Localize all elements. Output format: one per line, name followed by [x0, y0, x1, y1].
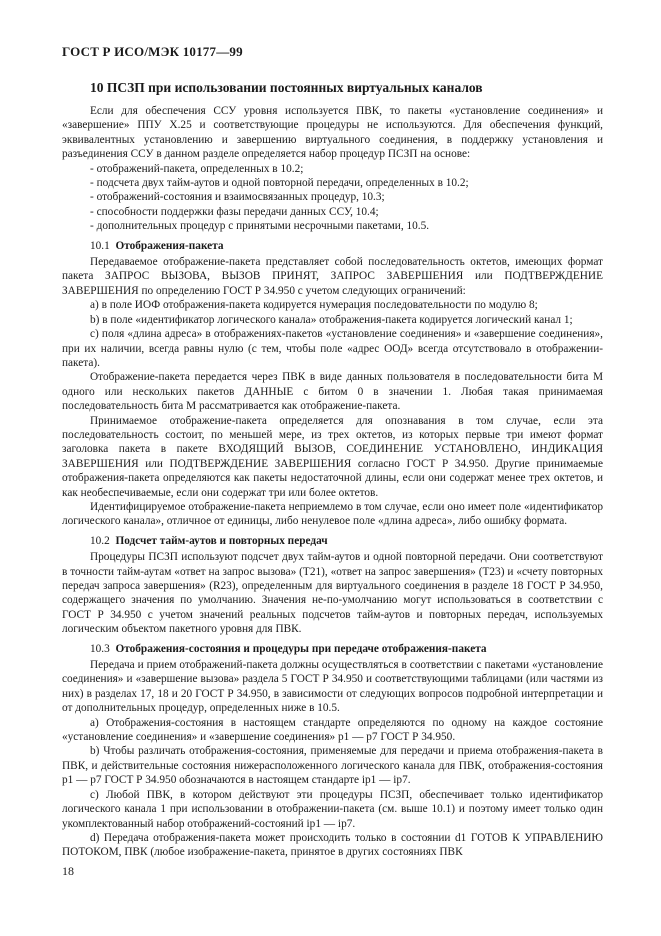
paragraph: с) поля «длина адреса» в отображениях-пакетов «установление соединения» и «завершение соединения», при их наличии, всегда равны нулю (с тем, чтобы поле «адрес ООД» всегда отсутствовало в отображении-пакета). — [62, 328, 603, 369]
page-number: 18 — [62, 864, 74, 878]
paragraph: Идентифицируемое отображение-пакета неприемлемо в том случае, если оно имеет поле «идентификатор логического канала», отличное от единицы, либо ненулевое поле «длина адреса», либо ошибку формата. — [62, 500, 603, 528]
subsection-title: Подсчет тайм-аутов и повторных передач — [115, 534, 328, 547]
subsection-heading-10-1 — [90, 239, 603, 253]
list-item: - отображений-состояния и взаимосвязанных процедур, 10.3; — [90, 191, 385, 204]
paragraph: b) в поле «идентификатор логического канала» отображения-пакета кодируется логический канал 1; — [90, 313, 573, 326]
subsection-heading-10-3 — [90, 642, 603, 656]
subsection-title: Отображения-состояния и процедуры при передаче отображения-пакета — [115, 642, 487, 655]
paragraph: b) Чтобы различать отображения-состояния, применяемые для передачи и приема отображения-пакета в ПВК, и действительные состояния нижерасположенного логического канала для ПВК, отображения-состояния р1 — р7 ГОСТ Р 34.950 обозначаются в настоящем стандарте iр1 — iр7. — [62, 745, 603, 787]
paragraph: Передача и прием отображений-пакета должны осуществляться в соответствии с пакетами «установление соединения» и «завершение вызова» раздела 5 ГОСТ Р 34.950 и соответствующими таблицами (или частями из них) в разделах 17, 18 и 20 ГОСТ Р 34.950, в зависимости от следующих вопросов подробной интерпретации и от дополнительных процедур, определенных ниже в 10.5. — [62, 659, 603, 715]
procedures-list — [62, 162, 603, 234]
subsection-number: 10.3 — [90, 642, 110, 655]
subsection-heading-10-2 — [90, 534, 603, 548]
paragraph: Передаваемое отображение-пакета представляет собой последовательность октетов, имеющих формат пакета ЗАПРОС ВЫЗОВА, ВЫЗОВ ПРИНЯТ, ЗАПРОС ЗАВЕРШЕНИЯ или ПОДТВЕРЖДЕНИЕ ЗАВЕРШЕНИЯ по определению ГОСТ Р 34.950 с учетом следующих ограничений: — [62, 256, 603, 297]
subsection-number: 10.2 — [90, 534, 110, 547]
paragraph: Отображение-пакета передается через ПВК в виде данных пользователя в последовательности бита М одного или нескольких пакетов ДАННЫЕ с битом 0 в значении 1. Любая такая принимаемая последовательность бита М рассматривается как отображение-пакета. — [62, 371, 603, 413]
section-intro-paragraph: Если для обеспечения ССУ уровня используется ПВК, то пакеты «установление соединения» и «завершение» ППУ Х.25 и соответствующие процедуры не используются. Для обеспечения функций, эквивалентных установлению и завершению виртуального соединения, в поддержку установления и разъединения ССУ в данном разделе определяется набор процедур ПСЗП на основе: — [62, 105, 603, 161]
paragraph: с) Любой ПВК, в котором действуют эти процедуры ПСЗП, обеспечивает только идентификатор логического канала 1 при использовании в отображении-пакета (см. выше 10.1) и поэтому имеет только один укомплектованный набор отображений-состояний iр1 — iр7. — [62, 788, 603, 830]
list-item: - способности поддержки фазы передачи данных ССУ, 10.4; — [90, 205, 379, 218]
paragraph: Принимаемое отображение-пакета определяется для опознавания в том случае, если эта последовательность состоит, по меньшей мере, из трех октетов, из которых первые три имеют формат заголовка пакета в пакете ВХОДЯЩИЙ ВЫЗОВ, СОЕДИНЕНИЕ УСТАНОВЛЕНО, ИНДИКАЦИЯ ЗАВЕРШЕНИЯ или ПОДТВЕРЖДЕНИЕ ЗАВЕРШЕНИЯ согласно ГОСТ Р 34.950. Другие принимаемые отображения-пакета определяются как пакеты недостаточной длины, если они содержат менее трех октетов, и как необеспечиваемые, если они содержат три или более октетов. — [62, 414, 603, 499]
subsection-title: Отображения-пакета — [115, 239, 224, 252]
paragraph: Процедуры ПСЗП используют подсчет двух тайм-аутов и одной повторной передачи. Они соответствуют в точности тайм-аутам «ответ на запрос вызова» (Т21), «ответ на запрос завершения» (Т23) и «счету повторных передач запроса завершения» (R23), определенным для виртуального соединения в разделе 18 ГОСТ Р 34.950, содержащего значения по умолчанию. Значения не-по-умолчанию могут использоваться в соответствии с ГОСТ Р 34.950 с учетом значений реальных подсчетов тайм-аутов и повторных передач, используемых логическим объектом пакетного уровня для ПВК. — [62, 551, 603, 636]
running-head: ГОСТ Р ИСО/МЭК 10177—99 — [62, 44, 243, 59]
paragraph: а) Отображения-состояния в настоящем стандарте определяются по одному на каждое состояние «установление соединения» и «завершение соединения» р1 — р7 ГОСТ Р 34.950. — [62, 716, 603, 744]
list-item: - подсчета двух тайм-аутов и одной повторной передачи, определенных в 10.2; — [90, 177, 469, 190]
list-item: - отображений-пакета, определенных в 10.2; — [90, 162, 304, 175]
section-title: 10 ПСЗП при использовании постоянных виртуальных каналов — [90, 80, 483, 95]
paragraph: d) Передача отображения-пакета может происходить только в состоянии d1 ГОТОВ К УПРАВЛЕНИЮ ПОТОКОМ, ПВК (любое изображение-пакета, принятое в других состояниях ПВК — [62, 831, 603, 859]
subsection-number: 10.1 — [90, 239, 110, 252]
list-item: - дополнительных процедур с принятыми несрочными пакетами, 10.5. — [90, 220, 430, 233]
paragraph: а) в поле ИОФ отображения-пакета кодируется нумерация последовательности по модулю 8; — [90, 299, 538, 312]
